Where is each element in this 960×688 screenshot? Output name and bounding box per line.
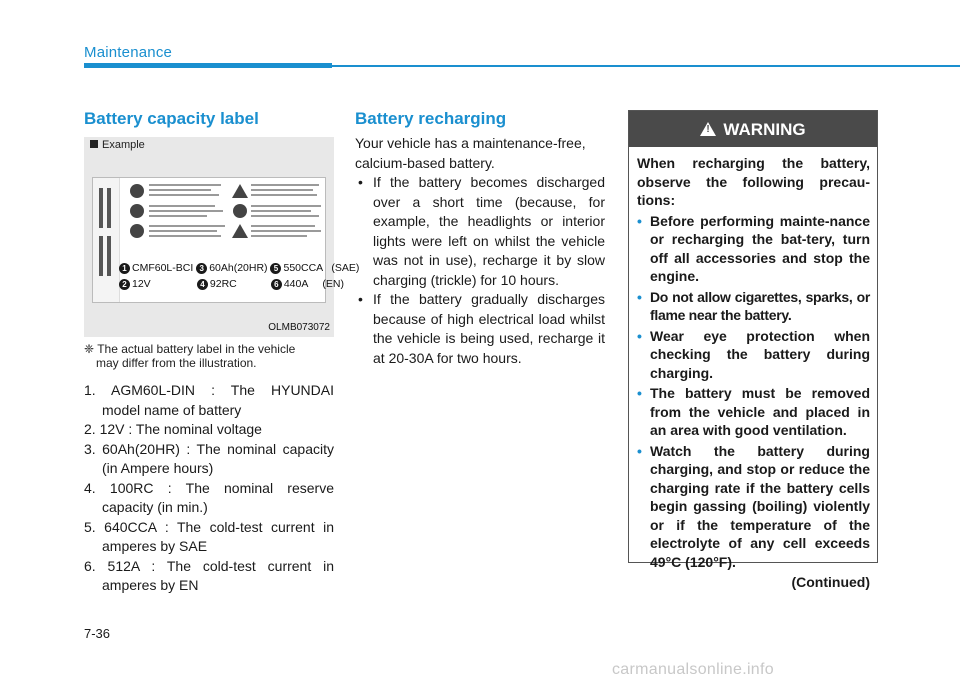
eye-protection-icon bbox=[130, 204, 144, 218]
figure-code: OLMB073072 bbox=[268, 322, 330, 333]
recharging-bullets bbox=[355, 173, 605, 368]
battery-capacity-heading: Battery capacity label bbox=[84, 109, 259, 128]
spec-en: 440A (EN) bbox=[283, 278, 344, 290]
list-item: 4. 100RC : The nominal reserve capacity (in min.) bbox=[84, 479, 334, 515]
note-line-2: may differ from the illustration. bbox=[96, 356, 257, 370]
warning-item: • Before performing mainte-nance or recharging the bat-tery, turn off all accessories and stop the engine. bbox=[637, 212, 870, 286]
callout-5-icon: 5 bbox=[270, 263, 281, 274]
no-smoking-icon bbox=[130, 184, 144, 198]
recharging-intro: Your vehicle has a maintenance-free, calcium-based battery. bbox=[355, 135, 586, 171]
spec-model: CMF60L-BCI bbox=[132, 262, 194, 274]
spec-voltage: 12V bbox=[132, 278, 151, 290]
list-item: • If the battery gradually discharges because of high electrical load whilst the vehicle is being used, recharge it at 20-30A for two hours. bbox=[355, 290, 605, 368]
label-spec-row-2 bbox=[119, 278, 344, 290]
note-line-1: The actual battery label in the vehicle bbox=[97, 342, 296, 356]
square-bullet-icon bbox=[90, 140, 98, 148]
warning-item: • Wear eye protection when checking the battery during charging. bbox=[637, 327, 870, 383]
list-item: 6. 512A : The cold-test current in amperes by EN bbox=[84, 557, 334, 593]
warning-continued: (Continued) bbox=[791, 574, 870, 590]
site-watermark: carmanualsonline.info bbox=[612, 661, 774, 678]
warning-header bbox=[629, 111, 877, 147]
note-symbol: ❈ bbox=[84, 342, 95, 356]
list-item: • If the battery becomes discharged over a short time (because, for example, the headlights or interior lights were left on whilst the vehicle was not in use), recharge it by slow charging (trickle) for 10 hours. bbox=[355, 173, 605, 290]
section-title: Maintenance bbox=[84, 44, 173, 61]
callout-6-icon: 6 bbox=[271, 279, 282, 290]
warning-item: • Watch the battery during charging, and stop or reduce the charging rate if the battery cells begin gassing (boiling) violently or if the temperature of the electrolyte of any cell exceeds 49°C (120°F). bbox=[637, 442, 870, 572]
battery-label-illustration bbox=[92, 177, 360, 303]
page-number: 7-36 bbox=[84, 626, 111, 641]
warning-title: WARNING bbox=[723, 120, 806, 139]
label-spec-row-1 bbox=[119, 262, 359, 274]
label-vertical-warning-strip bbox=[93, 178, 120, 302]
warning-triangle-icon: ! bbox=[700, 122, 716, 136]
label-definitions-list bbox=[84, 381, 334, 596]
callout-2-icon: 2 bbox=[119, 279, 130, 290]
warning-box bbox=[628, 110, 878, 590]
list-item: 5. 640CCA : The cold-test current in amperes by SAE bbox=[84, 518, 334, 554]
explosive-gas-icon bbox=[232, 224, 248, 238]
spec-cca: 550CCA (SAE) bbox=[283, 262, 360, 274]
illustration-note bbox=[84, 342, 334, 370]
warning-item: • The battery must be removed from the vehicle and placed in an area with good ventilation. bbox=[637, 384, 870, 440]
hazard-warning-icon bbox=[232, 184, 248, 198]
battery-recharging-heading: Battery recharging bbox=[355, 109, 507, 128]
battery-label-figure bbox=[84, 137, 360, 337]
callout-1-icon: 1 bbox=[119, 263, 130, 274]
callout-3-icon: 3 bbox=[196, 263, 207, 274]
warning-intro: When recharging the battery, observe the following precau-tions: bbox=[637, 155, 870, 208]
list-item: 3. 60Ah(20HR) : The nominal capacity (in Ampere hours) bbox=[84, 440, 334, 476]
keep-away-children-icon bbox=[130, 224, 144, 238]
warning-body bbox=[637, 154, 870, 592]
callout-4-icon: 4 bbox=[197, 279, 208, 290]
spec-reserve: 92RC bbox=[209, 278, 237, 290]
figure-example-caption bbox=[90, 139, 145, 151]
example-label: Example bbox=[102, 139, 145, 151]
warning-item: • Do not allow cigarettes, sparks, or flame near the battery. bbox=[637, 288, 870, 325]
list-item: 2. 12V : The nominal voltage bbox=[84, 421, 262, 437]
spec-capacity: 60Ah(20HR) bbox=[209, 262, 268, 274]
header-rule-thin bbox=[332, 65, 960, 67]
read-manual-icon bbox=[233, 204, 247, 218]
list-item: 1. AGM60L-DIN : The HYUNDAI model name of battery bbox=[84, 382, 334, 418]
header-rule-thick bbox=[84, 63, 332, 68]
